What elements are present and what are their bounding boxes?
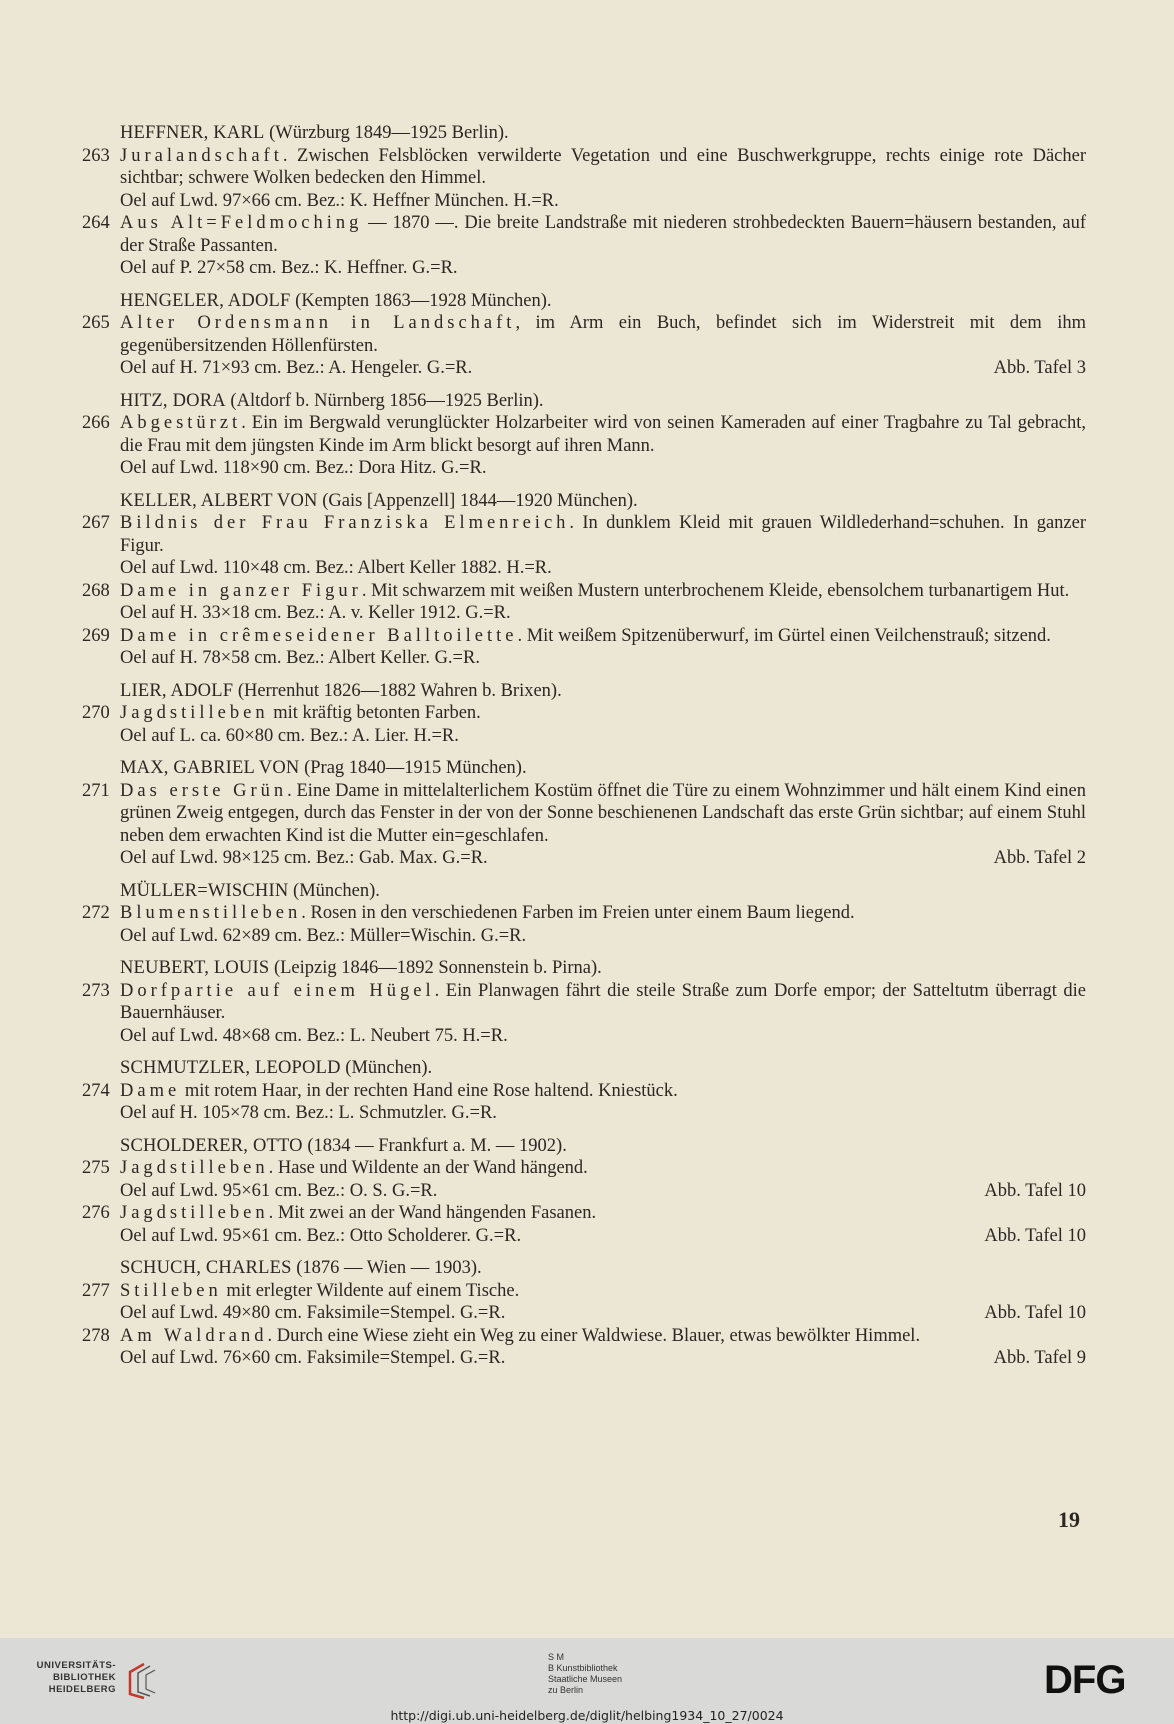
page-url-link[interactable]: http://digi.ub.uni-heidelberg.de/diglit/helbing1934_10_27/0024 [390, 1708, 784, 1723]
entry-title: Abgestürzt [120, 413, 242, 433]
catalog-entry [82, 212, 1086, 280]
entry-title: Alter Ordensmann in Landschaft [120, 313, 516, 333]
entry-description [120, 780, 1086, 848]
entry-number: 274 [82, 1080, 110, 1101]
entry-description [120, 580, 1086, 603]
entry-meta [120, 190, 1086, 213]
entry-number: 264 [82, 213, 110, 233]
museum-logo[interactable] [548, 1652, 668, 1696]
entry-text: mit kräftig betonten Farben. [268, 703, 481, 723]
plate-reference: Abb. Tafel 10 [984, 1303, 1086, 1323]
entry-number: 268 [82, 580, 110, 601]
entry-description [120, 625, 1086, 648]
entry-description [120, 145, 1086, 190]
artist-info: (1834 — Frankfurt a. M. — 1902). [307, 1135, 567, 1156]
entry-title: Dame in crêmeseidener Balltoilette [120, 625, 518, 646]
entry-text: mit erlegter Wildente auf einem Tische. [221, 1280, 520, 1301]
entry-text: . Mit weißem Spitzenüberwurf, im Gürtel einen Veilchenstrauß; sitzend. [517, 625, 1051, 646]
university-mark-icon [122, 1660, 158, 1700]
entry-text: mit rotem Haar, in der rechten Hand eine Rose haltend. Kniestück. [180, 1080, 678, 1101]
entry-technique: Oel auf L. ca. 60×80 cm. Bez.: A. Lier. H.=R. [120, 725, 459, 746]
entry-title: Jagdstilleben [120, 1203, 269, 1223]
entry-technique: Oel auf Lwd. 76×60 cm. Faksimile=Stempel. G.=R. [120, 1348, 506, 1368]
entry-text: . Rosen in den verschiedenen Farben im Freien unter einem Baum liegend. [301, 903, 855, 923]
artist-heading [82, 757, 1086, 780]
catalog-entry [82, 1202, 1086, 1247]
catalog-entry [82, 312, 1086, 380]
entry-technique: Oel auf Lwd. 110×48 cm. Bez.: Albert Keller 1882. H.=R. [120, 558, 552, 578]
artist-heading [82, 957, 1086, 980]
plate-reference: Abb. Tafel 3 [993, 358, 1086, 378]
artist-heading [82, 1057, 1086, 1080]
artist-name: SCHOLDERER, OTTO [120, 1135, 303, 1156]
artist-info: (München). [345, 1058, 433, 1078]
entry-meta [120, 847, 1086, 870]
entry-number: 263 [82, 145, 110, 166]
entry-text: . In dunklem Kleid mit grauen Wildlederhand=schuhen. In ganzer Figur. [120, 513, 1086, 556]
entry-title: Jagdstilleben [120, 1158, 269, 1178]
entry-text: . Ein im Bergwald verunglückter Holzarbeiter wird von seinen Kameraden auf einer Tragbahre zu Tal gebracht, die Frau mit dem jüngsten Kinde im Arm blickt besorgt auf ihren Mann. [120, 413, 1086, 456]
entry-technique: Oel auf P. 27×58 cm. Bez.: K. Heffner. G.=R. [120, 258, 458, 278]
entry-title: Bildnis der Frau Franziska Elmenreich [120, 513, 570, 533]
entry-title: Das erste Grün [120, 780, 288, 801]
artist-info: (1876 — Wien — 1903). [296, 1258, 482, 1278]
entry-description [120, 512, 1086, 557]
artist-name: HITZ, DORA [120, 390, 226, 411]
artist-heading [82, 680, 1086, 703]
entry-number: 267 [82, 513, 110, 533]
entry-text: . Ein Planwagen fährt die steile Straße zum Dorfe empor; der Satteltutm überragt die Bauernhäuser. [120, 980, 1086, 1023]
entry-meta [120, 457, 1086, 480]
entry-technique: Oel auf Lwd. 97×66 cm. Bez.: K. Heffner München. H.=R. [120, 190, 559, 211]
entry-description [120, 1157, 1086, 1180]
artist-name: LIER, ADOLF [120, 680, 234, 701]
artist-heading [82, 290, 1086, 313]
entry-meta [120, 647, 1086, 670]
artist-name: SCHMUTZLER, LEOPOLD [120, 1058, 341, 1078]
entry-description [120, 1080, 1086, 1103]
artist-info: (Würzburg 1849—1925 Berlin). [269, 123, 509, 143]
uni-logo-line: UNIVERSITÄTS- [36, 1660, 116, 1671]
entry-title: Juralandschaft [120, 145, 283, 166]
entry-meta [120, 1225, 1086, 1248]
artist-info: (Altdorf b. Nürnberg 1856—1925 Berlin). [230, 390, 544, 411]
university-library-logo[interactable] [18, 1658, 158, 1702]
entry-description [120, 212, 1086, 257]
museum-line: B Kunstbibliothek [548, 1663, 618, 1673]
entry-text: . Eine Dame in mittelalterlichem Kostüm öffnet die Türe zu einem Wohnzimmer und hält einem Kind einen grünen Zweig entgegen, durch das Fenster in der von der Sonne beschienenen Landschaft das erste Grün sichtbar; auf einem Stuhl neben dem erwachten Kind ist die Mutter ein=geschlafen. [120, 780, 1087, 846]
artist-name: HENGELER, ADOLF [120, 290, 291, 311]
entry-text: . Zwischen Felsblöcken verwilderte Vegetation und eine Buschwerkgruppe, rechts einige rote Dächer sichtbar; schwere Wolken bedecken den Himmel. [120, 145, 1086, 188]
catalog-entry [82, 145, 1086, 213]
catalog-entry [82, 980, 1086, 1048]
artist-name: SCHUCH, CHARLES [120, 1258, 292, 1278]
plate-reference: Abb. Tafel 10 [984, 1225, 1086, 1246]
entry-title: Stilleben [120, 1280, 222, 1301]
entry-title: Dame in ganzer Figur [120, 580, 362, 601]
artist-heading [82, 490, 1086, 513]
entry-title: Dorfpartie auf einem Hügel [120, 980, 435, 1001]
uni-logo-line: BIBLIOTHEK [52, 1672, 116, 1683]
catalog-list [82, 122, 1086, 1370]
catalog-entry [82, 902, 1086, 947]
entry-meta [120, 257, 1086, 280]
entry-description [120, 312, 1086, 357]
entry-meta [120, 1025, 1086, 1048]
entry-technique: Oel auf Lwd. 62×89 cm. Bez.: Müller=Wischin. G.=R. [120, 925, 527, 946]
catalog-entry [82, 1157, 1086, 1202]
page-number: 19 [1058, 1507, 1080, 1532]
entry-title: Am Waldrand [120, 1325, 268, 1346]
entry-text: — 1870 —. Die breite Landstraße mit niederen strohbedeckten Bauern=häusern bestanden, auf der Straße Passanten. [120, 213, 1086, 256]
artist-name: KELLER, ALBERT VON [120, 490, 318, 511]
entry-number: 265 [82, 313, 110, 333]
entry-text: . Mit zwei an der Wand hängenden Fasanen. [268, 1203, 597, 1223]
entry-meta [120, 925, 1086, 948]
artist-name: MAX, GABRIEL VON [120, 758, 300, 778]
entry-number: 278 [82, 1325, 110, 1346]
catalog-entry [82, 1080, 1086, 1125]
entry-meta [120, 602, 1086, 625]
entry-text: . Mit schwarzem mit weißen Mustern unterbrochenem Kleide, ebensolchem turbanartigem Hut. [361, 580, 1070, 601]
catalog-entry [82, 412, 1086, 480]
artist-name: HEFFNER, KARL [120, 123, 265, 143]
dfg-logo[interactable]: DFG [1044, 1658, 1126, 1702]
entry-description [120, 702, 1086, 725]
entry-technique: Oel auf H. 71×93 cm. Bez.: A. Hengeler. G.=R. [120, 358, 473, 378]
entry-text: . Hase und Wildente an der Wand hängend. [268, 1158, 588, 1178]
artist-heading [82, 1257, 1086, 1280]
entry-technique: Oel auf Lwd. 118×90 cm. Bez.: Dora Hitz. G.=R. [120, 458, 487, 478]
artist-info: (Gais [Appenzell] 1844—1920 München). [322, 490, 638, 511]
entry-description [120, 980, 1086, 1025]
entry-number: 275 [82, 1158, 110, 1178]
entry-technique: Oel auf Lwd. 98×125 cm. Bez.: Gab. Max. G.=R. [120, 848, 488, 868]
artist-info: (Prag 1840—1915 München). [304, 758, 527, 778]
catalog-entry [82, 1325, 1086, 1370]
artist-name: MÜLLER=WISCHIN [120, 880, 289, 901]
museum-line: Staatliche Museen [548, 1674, 623, 1684]
entry-number: 270 [82, 703, 110, 723]
artist-info: (Herrenhut 1826—1882 Wahren b. Brixen). [237, 680, 562, 701]
entry-technique: Oel auf H. 105×78 cm. Bez.: L. Schmutzler. G.=R. [120, 1103, 497, 1123]
entry-technique: Oel auf Lwd. 95×61 cm. Bez.: Otto Scholderer. G.=R. [120, 1225, 522, 1246]
plate-reference: Abb. Tafel 9 [993, 1348, 1086, 1368]
entry-text: , im Arm ein Buch, befindet sich im Widerstreit mit dem ihm gegenübersitzenden Höllenfürsten. [120, 313, 1086, 356]
entry-number: 276 [82, 1203, 110, 1223]
entry-meta [120, 1180, 1086, 1203]
entry-title: Aus Alt=Feldmoching [120, 213, 363, 233]
museum-line: zu Berlin [548, 1685, 584, 1695]
entry-number: 272 [82, 903, 110, 923]
catalog-entry [82, 1280, 1086, 1325]
viewer-footer [0, 1638, 1174, 1724]
plate-reference: Abb. Tafel 2 [993, 848, 1086, 868]
entry-technique: Oel auf Lwd. 48×68 cm. Bez.: L. Neubert 75. H.=R. [120, 1025, 508, 1046]
entry-meta [120, 725, 1086, 748]
catalog-entry [82, 580, 1086, 625]
artist-heading [82, 880, 1086, 903]
plate-reference: Abb. Tafel 10 [984, 1180, 1086, 1201]
entry-meta [120, 1302, 1086, 1325]
catalog-entry [82, 780, 1086, 870]
artist-info: (München). [293, 880, 380, 901]
entry-title: Jagdstilleben [120, 703, 269, 723]
entry-number: 277 [82, 1280, 110, 1301]
entry-technique: Oel auf H. 78×58 cm. Bez.: Albert Keller. G.=R. [120, 648, 480, 668]
entry-number: 273 [82, 980, 110, 1001]
entry-title: Dame [120, 1080, 181, 1101]
entry-title: Blumenstilleben [120, 903, 302, 923]
entry-description [120, 1280, 1086, 1303]
entry-technique: Oel auf H. 33×18 cm. Bez.: A. v. Keller 1912. G.=R. [120, 603, 511, 623]
artist-heading [82, 1135, 1086, 1158]
entry-technique: Oel auf Lwd. 95×61 cm. Bez.: O. S. G.=R. [120, 1180, 438, 1201]
entry-meta [120, 357, 1086, 380]
artist-info: (Leipzig 1846—1892 Sonnenstein b. Pirna). [273, 958, 602, 978]
entry-description [120, 412, 1086, 457]
entry-technique: Oel auf Lwd. 49×80 cm. Faksimile=Stempel. G.=R. [120, 1303, 506, 1323]
entry-meta [120, 1347, 1086, 1370]
artist-info: (Kempten 1863—1928 München). [295, 290, 552, 311]
museum-line: S M [548, 1652, 565, 1662]
catalog-entry [82, 702, 1086, 747]
artist-name: NEUBERT, LOUIS [120, 958, 270, 978]
entry-number: 266 [82, 413, 110, 433]
artist-heading [82, 390, 1086, 413]
entry-text: . Durch eine Wiese zieht ein Weg zu einer Waldwiese. Blauer, etwas bewölkter Himmel. [267, 1325, 921, 1346]
entry-description [120, 902, 1086, 925]
uni-logo-line: HEIDELBERG [48, 1684, 116, 1695]
entry-meta [120, 1102, 1086, 1125]
catalog-entry [82, 512, 1086, 580]
entry-meta [120, 557, 1086, 580]
entry-description [120, 1325, 1086, 1348]
entry-number: 269 [82, 625, 110, 646]
artist-heading [82, 122, 1086, 145]
catalog-entry [82, 625, 1086, 670]
entry-number: 271 [82, 780, 110, 801]
entry-description [120, 1202, 1086, 1225]
